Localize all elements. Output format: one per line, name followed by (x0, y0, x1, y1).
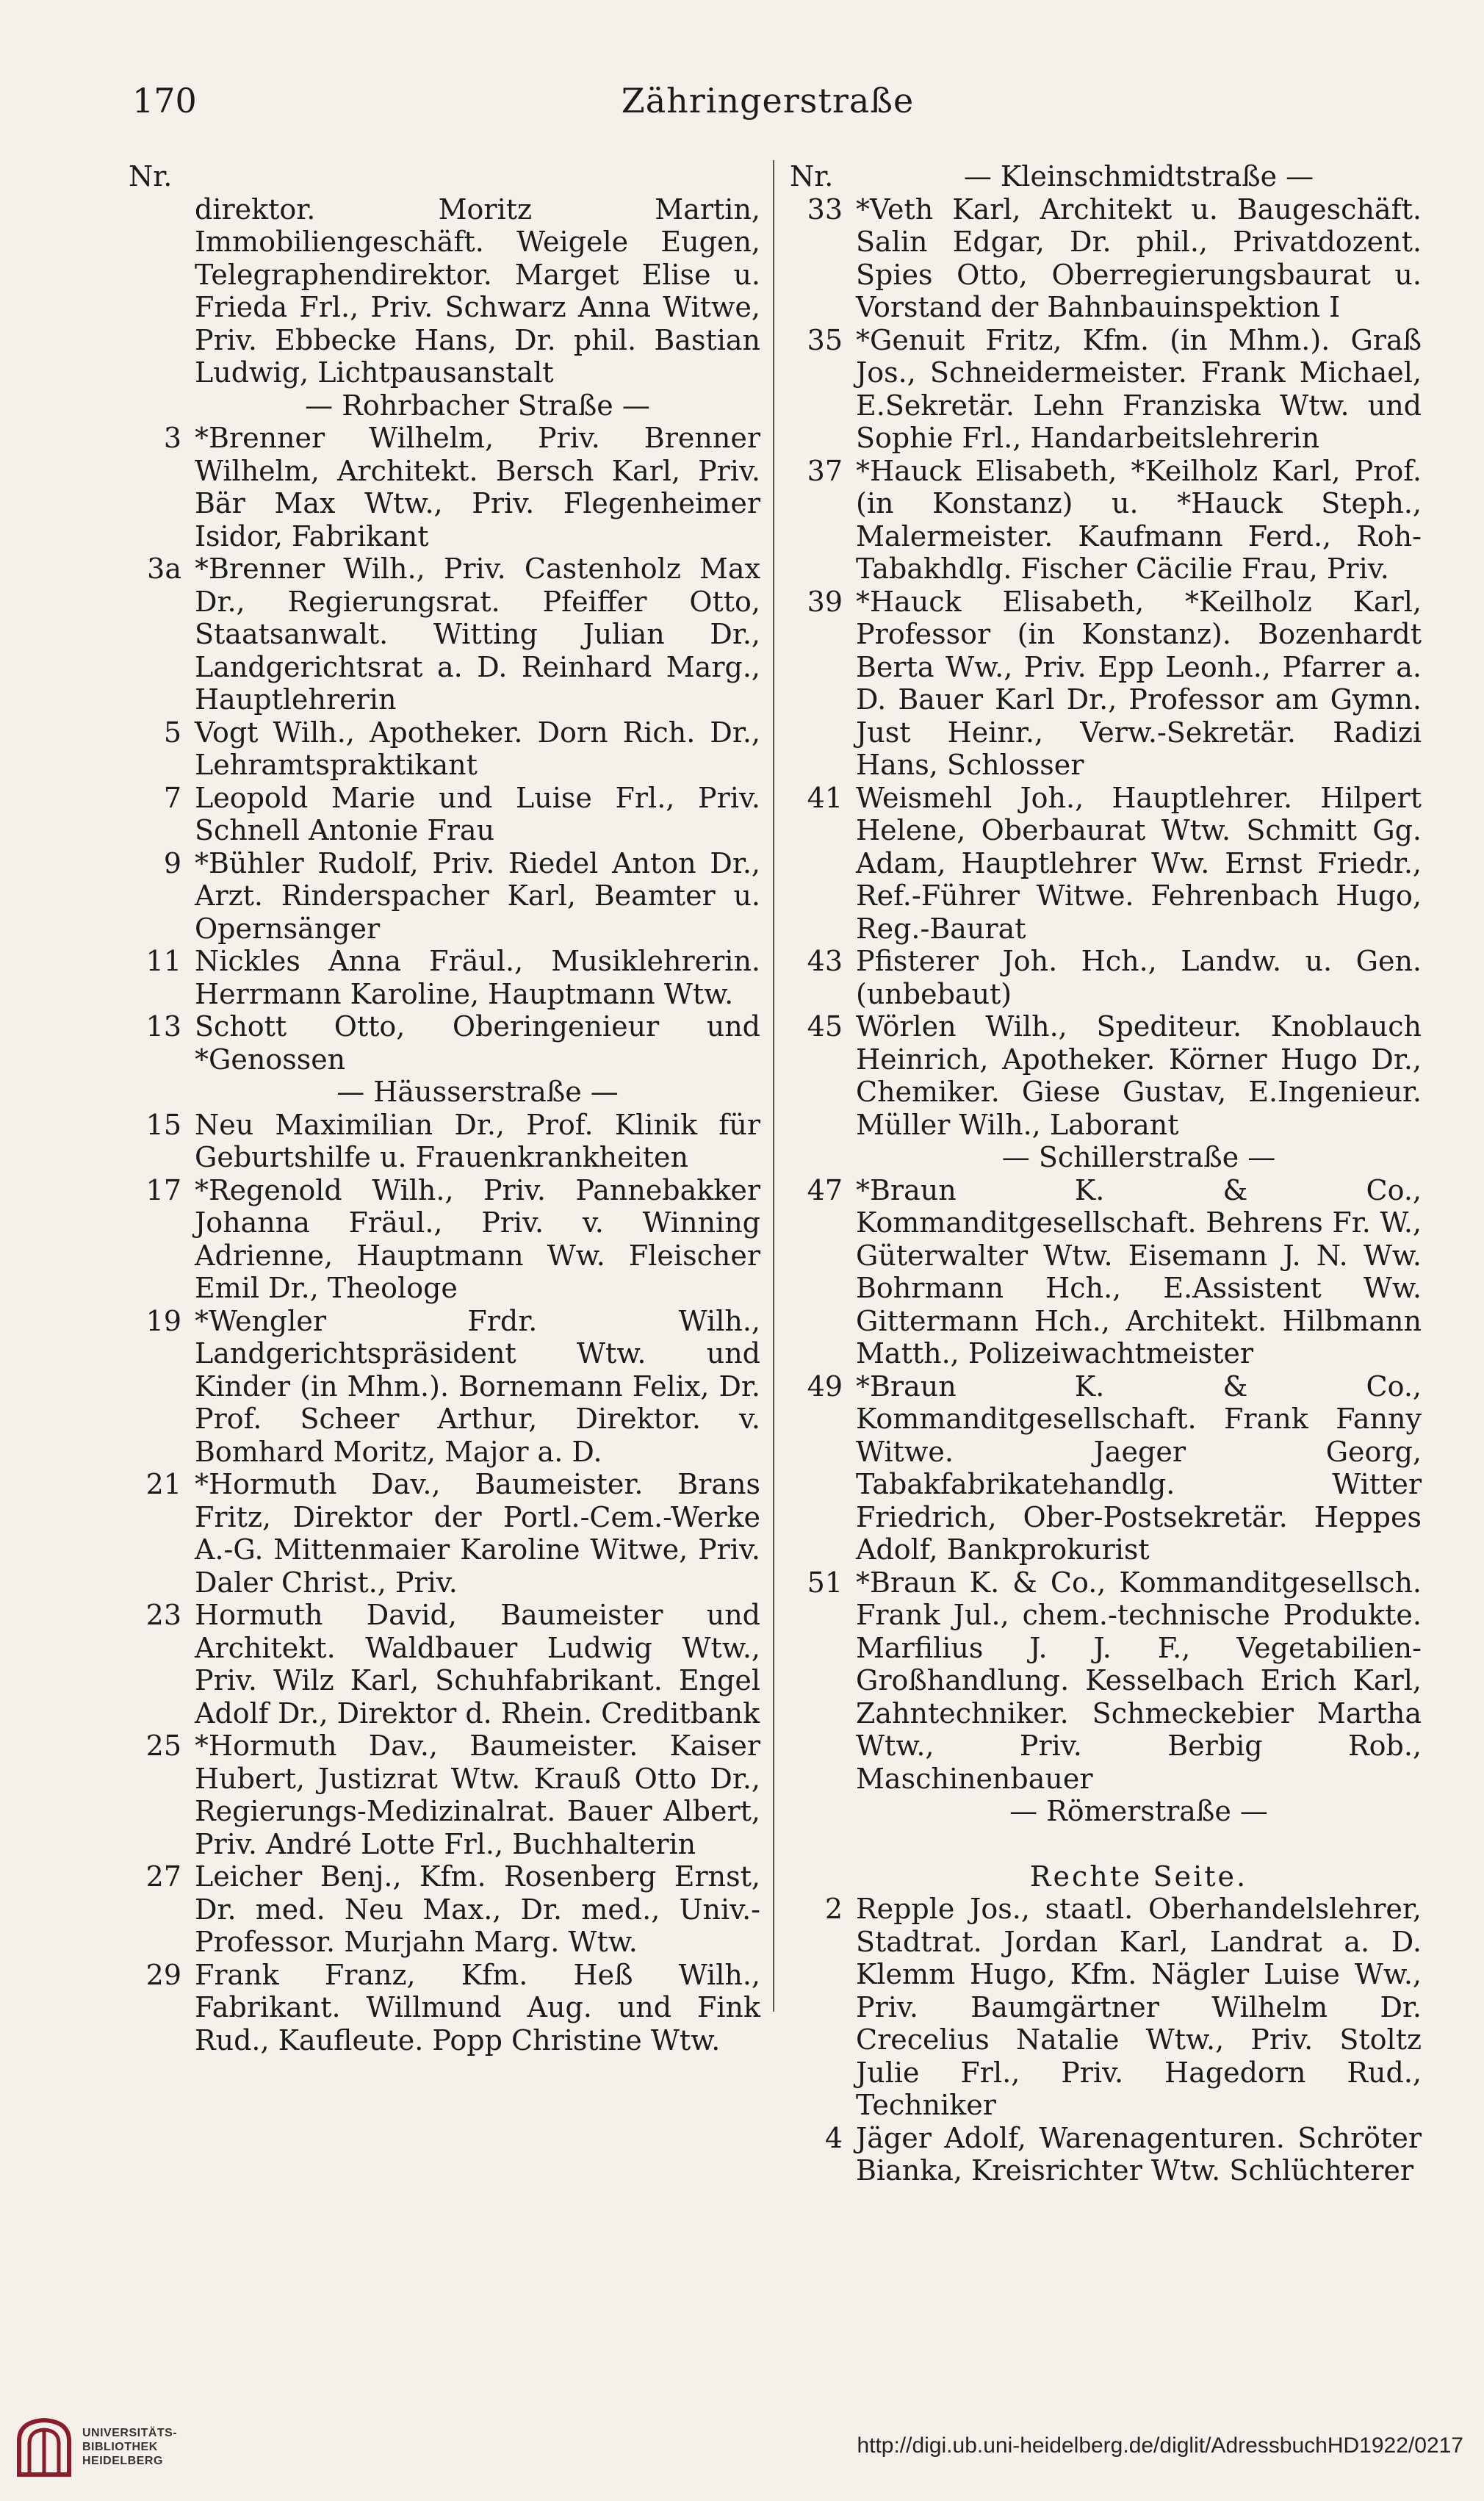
house-number: 19 (145, 1304, 181, 1337)
source-url-link[interactable]: http://digi.ub.uni-heidelberg.de/diglit/AdressbuchHD1922/0217 (857, 2433, 1463, 2458)
house-number: 7 (163, 781, 181, 814)
address-entry (129, 553, 760, 716)
section-schiller: — Schillerstraße — (1001, 1141, 1276, 1173)
address-entry (129, 1010, 760, 1076)
library-name: UNIVERSITÄTS- BIBLIOTHEK HEIDELBERG (82, 2427, 178, 2467)
resident-list: Wörlen Wilh., Spediteur. Knoblauch Heinrich, Apotheker. Körner Hugo Dr., Chemiker. Giese Gustav, E.Ingenieur. Müller Wilh., Laborant (856, 1010, 1422, 1141)
resident-list: Pfisterer Joh. Hch., Landw. u. Gen. (unbebaut) (856, 945, 1422, 1010)
left-continuation: direktor. Moritz Martin, Immobiliengeschäft. Weigele Eugen, Telegraphendirektor. Marget Elise u. Frieda Frl., Priv. Schwarz Anna Witwe, Priv. Ebbecke Hans, Dr. phil. Bastian Ludwig, Lichtpausanstalt (195, 192, 760, 389)
section-kleinschmidt: — Kleinschmidtstraße — (963, 160, 1314, 192)
right-column (790, 160, 1422, 2187)
address-entry (129, 1174, 760, 1305)
resident-list: *Braun K. & Co., Kommanditgesellsch. Frank Jul., chem.-technische Produkte. Marfilius J. J. F., Vegetabilien-Großhandlung. Kesselbach Erich Karl, Zahntechniker. Schmeckebier Martha Wtw., Priv. Berbig Rob., Maschinenbauer (856, 1566, 1422, 1795)
house-number: 3 (163, 422, 181, 454)
address-entry (129, 1860, 760, 1959)
address-entry (129, 782, 760, 847)
page-number: 170 (132, 81, 197, 120)
section-rechte-seite: Rechte Seite. (1029, 1860, 1248, 1893)
address-entry (129, 1305, 760, 1469)
house-number: 21 (145, 1468, 181, 1500)
address-entry (790, 324, 1422, 455)
house-number: 9 (163, 846, 181, 879)
right-nr-header (790, 160, 1422, 193)
resident-list: *Hauck Elisabeth, *Keilholz Karl, Prof. (in Konstanz) u. *Hauck Steph., Malermeister. Kaufmann Ferd., Roh-Tabakhdlg. Fischer Cäcilie Frau, Priv. (856, 454, 1422, 585)
running-title: Zähringerstraße (621, 81, 915, 120)
resident-list: *Hormuth Dav., Baumeister. Kaiser Hubert, Justizrat Wtw. Krauß Otto Dr., Regierungs-Medizinalrat. Bauer Albert, Priv. André Lotte Frl., Buchhalterin (195, 1730, 760, 1860)
left-nr-header (129, 160, 760, 193)
resident-list: *Wengler Frdr. Wilh., Landgerichtspräsident Wtw. und Kinder (in Mhm.). Bornemann Felix, Dr. Prof. Scheer Arthur, Direktor. v. Bomhard Moritz, Major a. D. (195, 1304, 760, 1468)
column-divider (773, 160, 774, 2012)
house-number: 2 (824, 1893, 843, 1925)
house-number: 13 (145, 1010, 181, 1043)
address-entry (790, 2122, 1422, 2187)
resident-list: Jäger Adolf, Warenagenturen. Schröter Bianka, Kreisrichter Wtw. Schlüchterer (856, 2121, 1422, 2187)
address-entry (790, 1010, 1422, 1141)
footer (0, 2403, 1484, 2501)
resident-list: Frank Franz, Kfm. Heß Wilh., Fabrikant. Willmund Aug. und Fink Rud., Kaufleute. Popp Christine Wtw. (195, 1958, 760, 2056)
address-entry (129, 422, 760, 553)
address-entry (129, 1468, 760, 1599)
resident-list: *Genuit Fritz, Kfm. (in Mhm.). Graß Jos., Schneidermeister. Frank Michael, E.Sekretär. Lehn Franziska Wtw. und Sophie Frl., Handarbeitslehrerin (856, 323, 1422, 454)
resident-list: *Hauck Elisabeth, *Keilholz Karl, Professor (in Konstanz). Bozenhardt Berta Ww., Priv. Epp Leonh., Pfarrer a. D. Bauer Karl Dr., Professor am Gymn. Just Heinr., Verw.-Sekretär. Radizi Hans, Schlosser (856, 585, 1422, 781)
resident-list: *Hormuth Dav., Baumeister. Brans Fritz, Direktor der Portl.-Cem.-Werke A.-G. Mittenmaier Karoline Witwe, Priv. Daler Christ., Priv. (195, 1468, 760, 1599)
address-entry (790, 945, 1422, 1010)
house-number: 3a (147, 553, 181, 585)
address-entry (790, 1370, 1422, 1566)
house-number: 45 (807, 1010, 843, 1043)
house-number: 23 (145, 1599, 181, 1631)
house-number: 15 (145, 1108, 181, 1141)
address-entry (129, 1730, 760, 1860)
address-entry (129, 1109, 760, 1174)
address-entry (790, 1174, 1422, 1370)
section-haeusser: — Häusserstraße — (336, 1076, 619, 1108)
house-number: 29 (145, 1958, 181, 1991)
resident-list: Repple Jos., staatl. Oberhandelslehrer, Stadtrat. Jordan Karl, Landrat a. D. Klemm Hugo, Kfm. Nägler Luise Ww., Priv. Baumgärtner Wilhelm Dr. Crecelius Natalie Wtw., Priv. Stoltz Julie Frl., Priv. Hagedorn Rud., Techniker (856, 1893, 1422, 2121)
house-number: 33 (807, 192, 843, 226)
house-number: 49 (807, 1370, 843, 1403)
house-number: 39 (807, 585, 843, 618)
resident-list: Weismehl Joh., Hauptlehrer. Hilpert Helene, Oberbaurat Wtw. Schmitt Gg. Adam, Hauptlehrer Ww. Ernst Friedr., Ref.-Führer Witwe. Fehrenbach Hugo, Reg.-Baurat (856, 781, 1422, 945)
resident-list: *Braun K. & Co., Kommanditgesellschaft. Behrens Fr. W., Güterwalter Wtw. Eisemann J. N. Ww. Bohrmann Hch., E.Assistent Ww. Gittermann Hch., Architekt. Hilbmann Matth., Polizeiwachtmeister (856, 1173, 1422, 1370)
left-nr-label: Nr. (129, 160, 173, 192)
resident-list: Hormuth David, Baumeister und Architekt. Waldbauer Ludwig Wtw., Priv. Wilz Karl, Schuhfabrikant. Engel Adolf Dr., Direktor d. Rhein. Creditbank (195, 1599, 760, 1730)
house-number: 35 (807, 323, 843, 356)
resident-list: Neu Maximilian Dr., Prof. Klinik für Geburtshilfe u. Frauenkrankheiten (195, 1108, 760, 1173)
left-column (129, 160, 760, 2056)
address-entry (790, 455, 1422, 586)
resident-list: *Brenner Wilhelm, Priv. Brenner Wilhelm, Architekt. Bersch Karl, Priv. Bär Max Wtw., Priv. Flegenheimer Isidor, Fabrikant (195, 422, 760, 553)
resident-list: Schott Otto, Oberingenieur und *Genossen (195, 1010, 760, 1076)
house-number: 17 (145, 1173, 181, 1206)
left-entries-a (129, 422, 760, 1076)
right-entries-c (790, 1893, 1422, 2187)
address-entry (129, 716, 760, 782)
resident-list: *Bühler Rudolf, Priv. Riedel Anton Dr., Arzt. Rinderspacher Karl, Beamter u. Opernsänger (195, 846, 760, 945)
address-entry (790, 782, 1422, 946)
resident-list: *Braun K. & Co., Kommanditgesellschaft. Frank Fanny Witwe. Jaeger Georg, Tabakfabrikatehandlg. Witter Friedrich, Ober-Postsekretär. Heppes Adolf, Bankprokurist (856, 1370, 1422, 1566)
house-number: 5 (163, 716, 181, 749)
house-number: 11 (145, 945, 181, 977)
house-number: 41 (807, 781, 843, 814)
right-entries-a (790, 193, 1422, 1142)
right-entries-b (790, 1174, 1422, 1796)
house-number: 25 (145, 1730, 181, 1762)
resident-list: Leicher Benj., Kfm. Rosenberg Ernst, Dr. med. Neu Max., Dr. med., Univ.-Professor. Murjahn Marg. Wtw. (195, 1860, 760, 1958)
resident-list: Leopold Marie und Luise Frl., Priv. Schnell Antonie Frau (195, 781, 760, 846)
left-entries-b (129, 1109, 760, 2057)
resident-list: *Brenner Wilh., Priv. Castenholz Max Dr., Regierungsrat. Pfeiffer Otto, Staatsanwalt. Witting Julian Dr., Landgerichtsrat a. D. Reinhard Marg., Hauptlehrerin (195, 553, 760, 716)
house-number: 43 (807, 945, 843, 977)
house-number: 27 (145, 1860, 181, 1893)
section-rohrbacher: — Rohrbacher Straße — (305, 389, 650, 422)
address-entry (129, 945, 760, 1010)
address-entry (129, 847, 760, 946)
address-entry (790, 193, 1422, 324)
house-number: 4 (824, 2121, 843, 2154)
resident-list: Vogt Wilh., Apotheker. Dorn Rich. Dr., Lehramtspraktikant (195, 716, 760, 781)
resident-list: Nickles Anna Fräul., Musiklehrerin. Herrmann Karoline, Hauptmann Wtw. (195, 945, 760, 1010)
address-entry (790, 586, 1422, 782)
address-entry (790, 1566, 1422, 1796)
address-entry (129, 1959, 760, 2057)
house-number: 51 (807, 1566, 843, 1599)
right-nr-label: Nr. (790, 160, 834, 192)
resident-list: *Veth Karl, Architekt u. Baugeschäft. Salin Edgar, Dr. phil., Privatdozent. Spies Otto, Oberregierungsbaurat u. Vorstand der Bahnbauinspektion I (856, 192, 1422, 323)
section-roemer: — Römerstraße — (1009, 1795, 1268, 1827)
resident-list: *Regenold Wilh., Priv. Pannebakker Johanna Fräul., Priv. v. Winning Adrienne, Hauptmann Ww. Fleischer Emil Dr., Theologe (195, 1173, 760, 1304)
page-header (132, 81, 1403, 132)
address-entry (129, 1599, 760, 1730)
house-number: 37 (807, 454, 843, 487)
address-entry (790, 1893, 1422, 2122)
house-number: 47 (807, 1173, 843, 1206)
library-logo-icon (15, 2416, 73, 2480)
